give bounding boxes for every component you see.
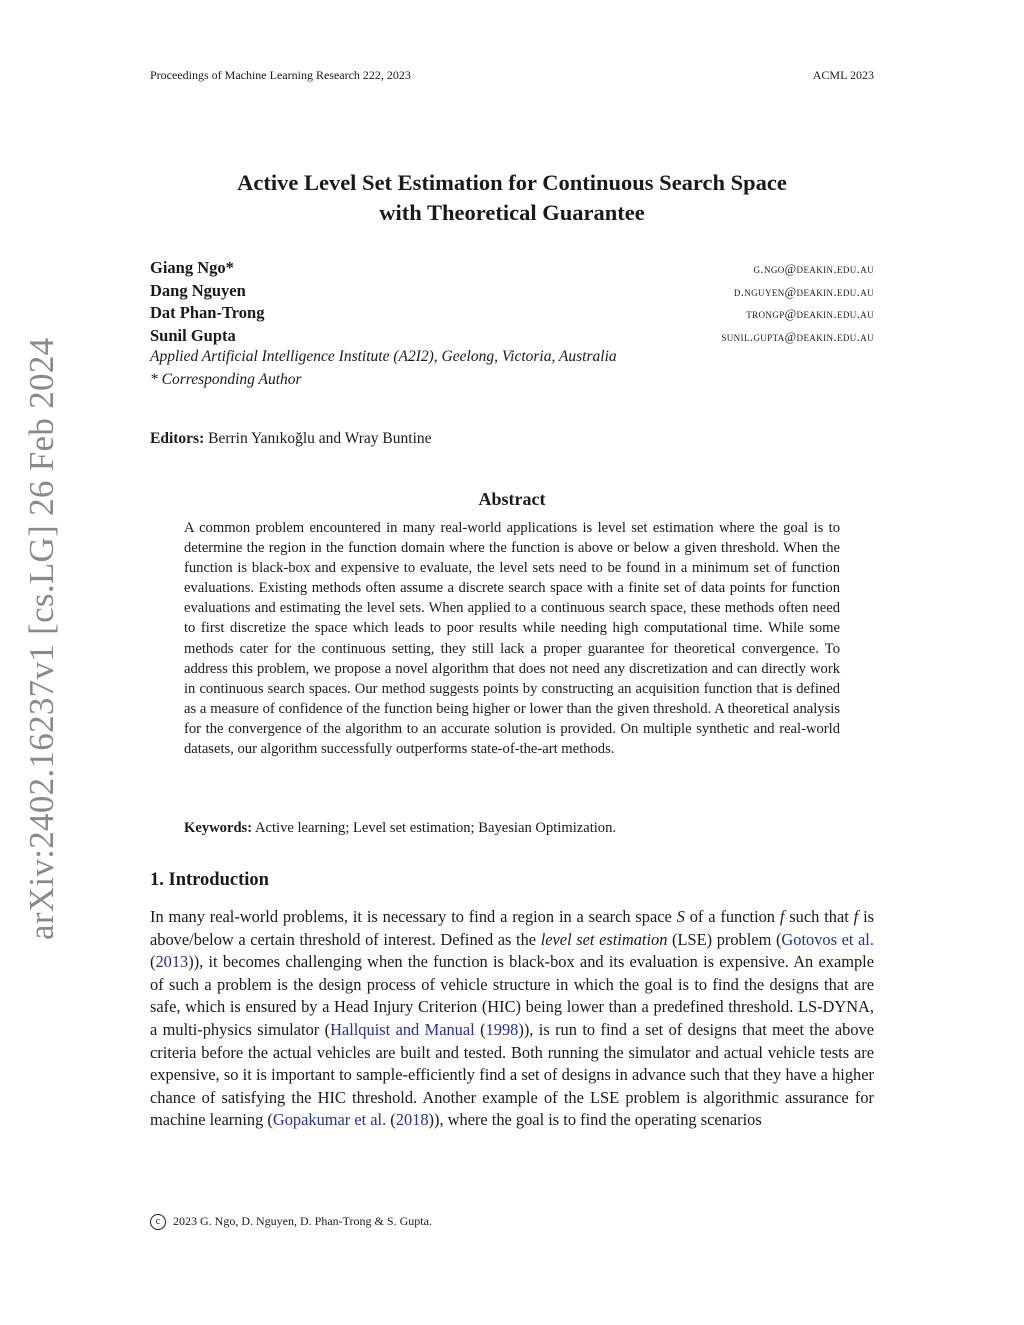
math-variable: f (779, 907, 785, 926)
author-block (150, 258, 874, 393)
title-line-2: with Theoretical Guarantee (379, 200, 645, 225)
citation-link[interactable]: Gopakumar et al. (272, 1110, 387, 1130)
author-email[interactable]: d.nguyen@deakin.edu.au (733, 284, 874, 299)
affiliation: Applied Artificial Intelligence Institute (A2I2), Geelong, Victoria, Australia (150, 348, 617, 365)
editors-label: Editors: (150, 430, 205, 447)
abstract-heading: Abstract (478, 489, 546, 509)
body-text-run: of a function (684, 907, 780, 926)
author-row (150, 326, 874, 349)
body-text-run: such that (784, 907, 854, 926)
corresponding-author-note: * Corresponding Author (150, 370, 302, 388)
body-text-run: is above/below a certain threshold of interest. Defined as the (150, 907, 875, 949)
citation-year-link[interactable]: 2013 (155, 952, 189, 972)
body-text-run: ( (474, 1019, 486, 1039)
header-proceedings: Proceedings of Machine Learning Research 222, 2023 (150, 68, 411, 82)
body-text-run: (LSE) problem ( (667, 929, 782, 949)
abstract-text: A common problem encountered in many real-world applications is level set estimation where the goal is to determine the region in the function domain where the function is above or below a given threshold. When the function is black-box and expensive to evaluate, the level sets need to be found in a minimum set of function evaluations. Existing methods often assume a discrete search space with a finite set of data points for function evaluations and estimating the level sets. When applied to a continuous search space, these methods often need to first discretize the space which leads to poor results while needing high computational time. While some methods cater for the continuous setting, they still lack a proper guarantee for theoretical convergence. To address this problem, we propose a novel algorithm that does not need any discretization and can directly work in continuous search spaces. Our method suggests points by constructing an acquisition function that is defined as a measure of confidence of the function being higher or lower than the given threshold. A theoretical analysis for the convergence of the algorithm to an accurate solution is provided. On multiple synthetic and real-world datasets, our algorithm successfully outperforms state-of-the-art methods. (184, 520, 840, 758)
body-text-run: In many real-world problems, it is necessary to find a region in a search space (150, 907, 677, 926)
header-conference: ACML 2023 (812, 68, 874, 82)
arxiv-stamp: arXiv:2402.16237v1 [cs.LG] 26 Feb 2024 (22, 337, 61, 940)
editors-names: Berrin Yanıkoğlu and Wray Buntine (208, 430, 432, 447)
math-variable: f (853, 907, 859, 926)
body-text-run: )), is run to find a set of designs that meet the above criteria before the actual vehicles are built and tested. Both running the simulator and actual vehicle tests are expensive, so it is important to sample-efficiently find a set of designs in advance such that they have a higher chance of satisfying the HIC threshold. Another example of the LSE problem is algorithmic assurance for machine learning ( (150, 1019, 874, 1130)
author-email[interactable]: g.ngo@deakin.edu.au (753, 262, 874, 276)
introduction-paragraph (150, 906, 874, 1132)
copyright-text: 2023 G. Ngo, D. Nguyen, D. Phan-Trong & S. Gupta. (173, 1214, 432, 1228)
author-row (150, 258, 874, 281)
body-text-run: ( (150, 952, 156, 972)
author-row (150, 303, 874, 326)
author-name: Dat Phan-Trong (150, 303, 265, 322)
keywords-list: Active learning; Level set estimation; Bayesian Optimization. (254, 820, 617, 836)
body-text-run: ( (386, 1110, 396, 1130)
body-text-run: )), it becomes challenging when the function is black-box and its evaluation is expensive. An example of such a problem is the design process of vehicle structure in which the goal is to find the designs that are safe, which is ensured by a Head Injury Criterion (HIC) being lower than a predefined threshold. LS-DYNA, a multi-physics simulator ( (150, 952, 874, 1039)
math-variable: S (676, 907, 685, 926)
section-heading-introduction: 1. Introduction (150, 870, 269, 890)
keywords-label: Keywords: (184, 820, 253, 836)
copyright-footer (150, 1214, 432, 1230)
body-text-run: )), where the goal is to find the operating scenarios (428, 1110, 762, 1130)
paper-title (150, 168, 874, 228)
author-row (150, 281, 874, 304)
citation-year-link[interactable]: 1998 (485, 1019, 519, 1039)
copyright-icon: c (150, 1214, 166, 1230)
author-email[interactable]: trongp@deakin.edu.au (746, 307, 874, 321)
running-header (150, 68, 874, 83)
author-name: Giang Ngo* (150, 258, 234, 277)
author-name: Sunil Gupta (150, 325, 236, 345)
author-name: Dang Nguyen (150, 280, 246, 300)
keywords-line (184, 820, 840, 837)
citation-link[interactable]: Gotovos et al. (781, 929, 874, 949)
citation-year-link[interactable]: 2018 (395, 1110, 429, 1130)
author-email[interactable]: sunil.gupta@deakin.edu.au (721, 329, 874, 344)
emphasized-term: level set estimation (540, 929, 668, 949)
editors-line (150, 430, 432, 448)
citation-link[interactable]: Hallquist and Manual (330, 1019, 475, 1039)
title-line-1: Active Level Set Estimation for Continuous Search Space (237, 170, 787, 195)
